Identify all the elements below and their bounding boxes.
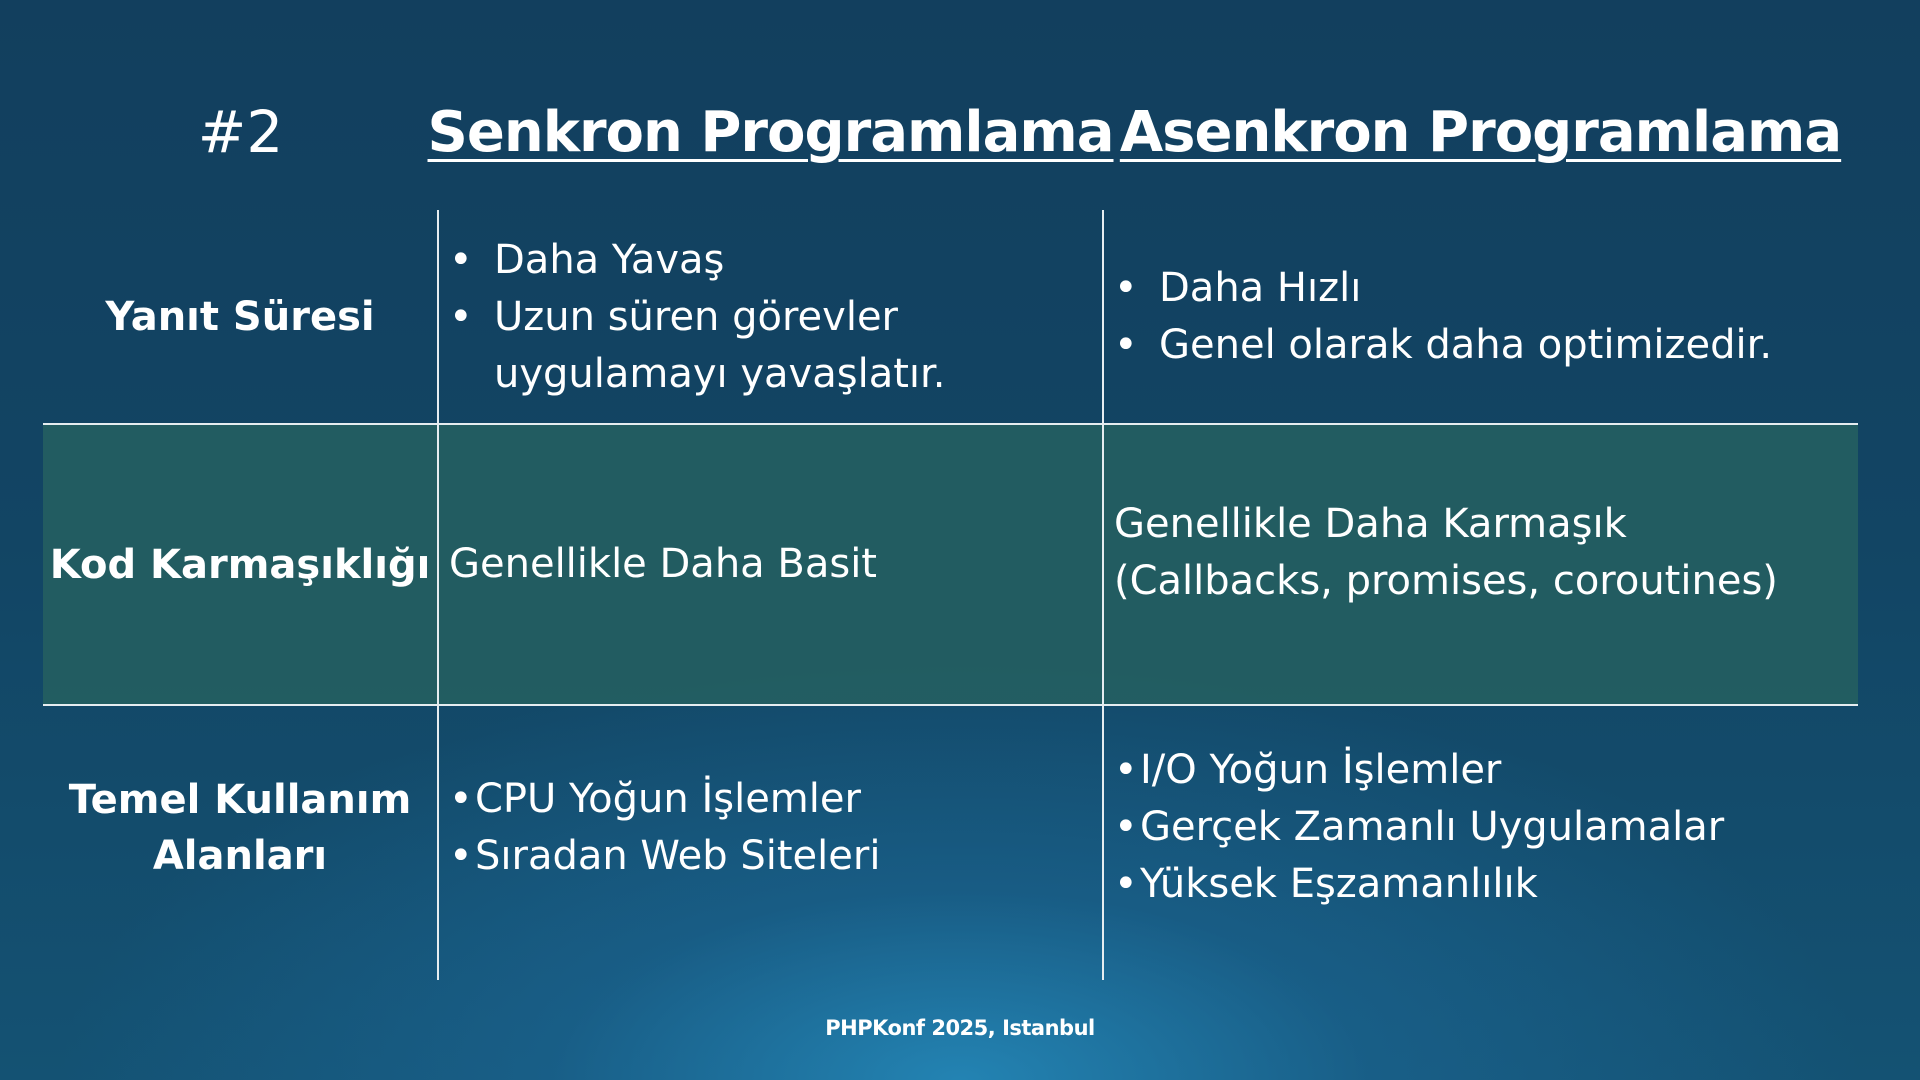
list-item: • I/O Yoğun İşlemler (1114, 742, 1724, 799)
cell-text: Genellikle Daha Karmaşık (1114, 500, 1627, 547)
cell-text: Genellikle Daha Basit (449, 541, 877, 587)
table-divider (43, 704, 1858, 706)
list-item: • Sıradan Web Siteleri (449, 828, 880, 885)
cell-async-use-cases (1104, 705, 1858, 980)
row-label-line: Temel Kullanım (68, 776, 412, 823)
cell-sync-response-time (439, 210, 1102, 424)
bullet-list (449, 232, 964, 403)
table-row-response-time (43, 210, 1858, 424)
list-item: • Yüksek Eşzamanlılık (1114, 856, 1724, 913)
cell-async-response-time (1104, 210, 1858, 424)
row-label-line: Alanları (152, 832, 328, 879)
row-label-response-time: Yanıt Süresi (105, 294, 375, 340)
table-divider (1102, 210, 1104, 980)
slide-number: #2 (197, 98, 284, 166)
table-divider (43, 423, 1858, 425)
cell-async-code-complexity (1104, 424, 1858, 705)
table-row-code-complexity (43, 424, 1858, 705)
column-header-async: Asenkron Programlama (1119, 99, 1842, 165)
bullet-list (1114, 742, 1724, 913)
list-item: • Uzun süren görevler uygulamayı yavaşlatır. (449, 289, 964, 403)
row-label-use-cases (43, 705, 437, 980)
list-item: • Gerçek Zamanlı Uygulamalar (1114, 799, 1724, 856)
cell-sync-use-cases (439, 705, 1102, 980)
table-divider (437, 210, 439, 980)
bullet-list (1114, 260, 1772, 374)
list-item: • Genel olarak daha optimizedir. (1114, 317, 1772, 374)
row-label-code-complexity: Kod Karmaşıklığı (49, 541, 431, 588)
column-header-sync: Senkron Programlama (427, 99, 1114, 165)
cell-text: (Callbacks, promises, coroutines) (1114, 557, 1778, 604)
slide-footer: PHPKonf 2025, Istanbul (825, 1016, 1095, 1040)
list-item: • Daha Hızlı (1114, 260, 1772, 317)
cell-sync-code-complexity (439, 424, 1102, 705)
list-item: • Daha Yavaş (449, 232, 964, 289)
bullet-list (449, 771, 880, 885)
list-item: • CPU Yoğun İşlemler (449, 771, 880, 828)
table-row-use-cases (43, 705, 1858, 980)
